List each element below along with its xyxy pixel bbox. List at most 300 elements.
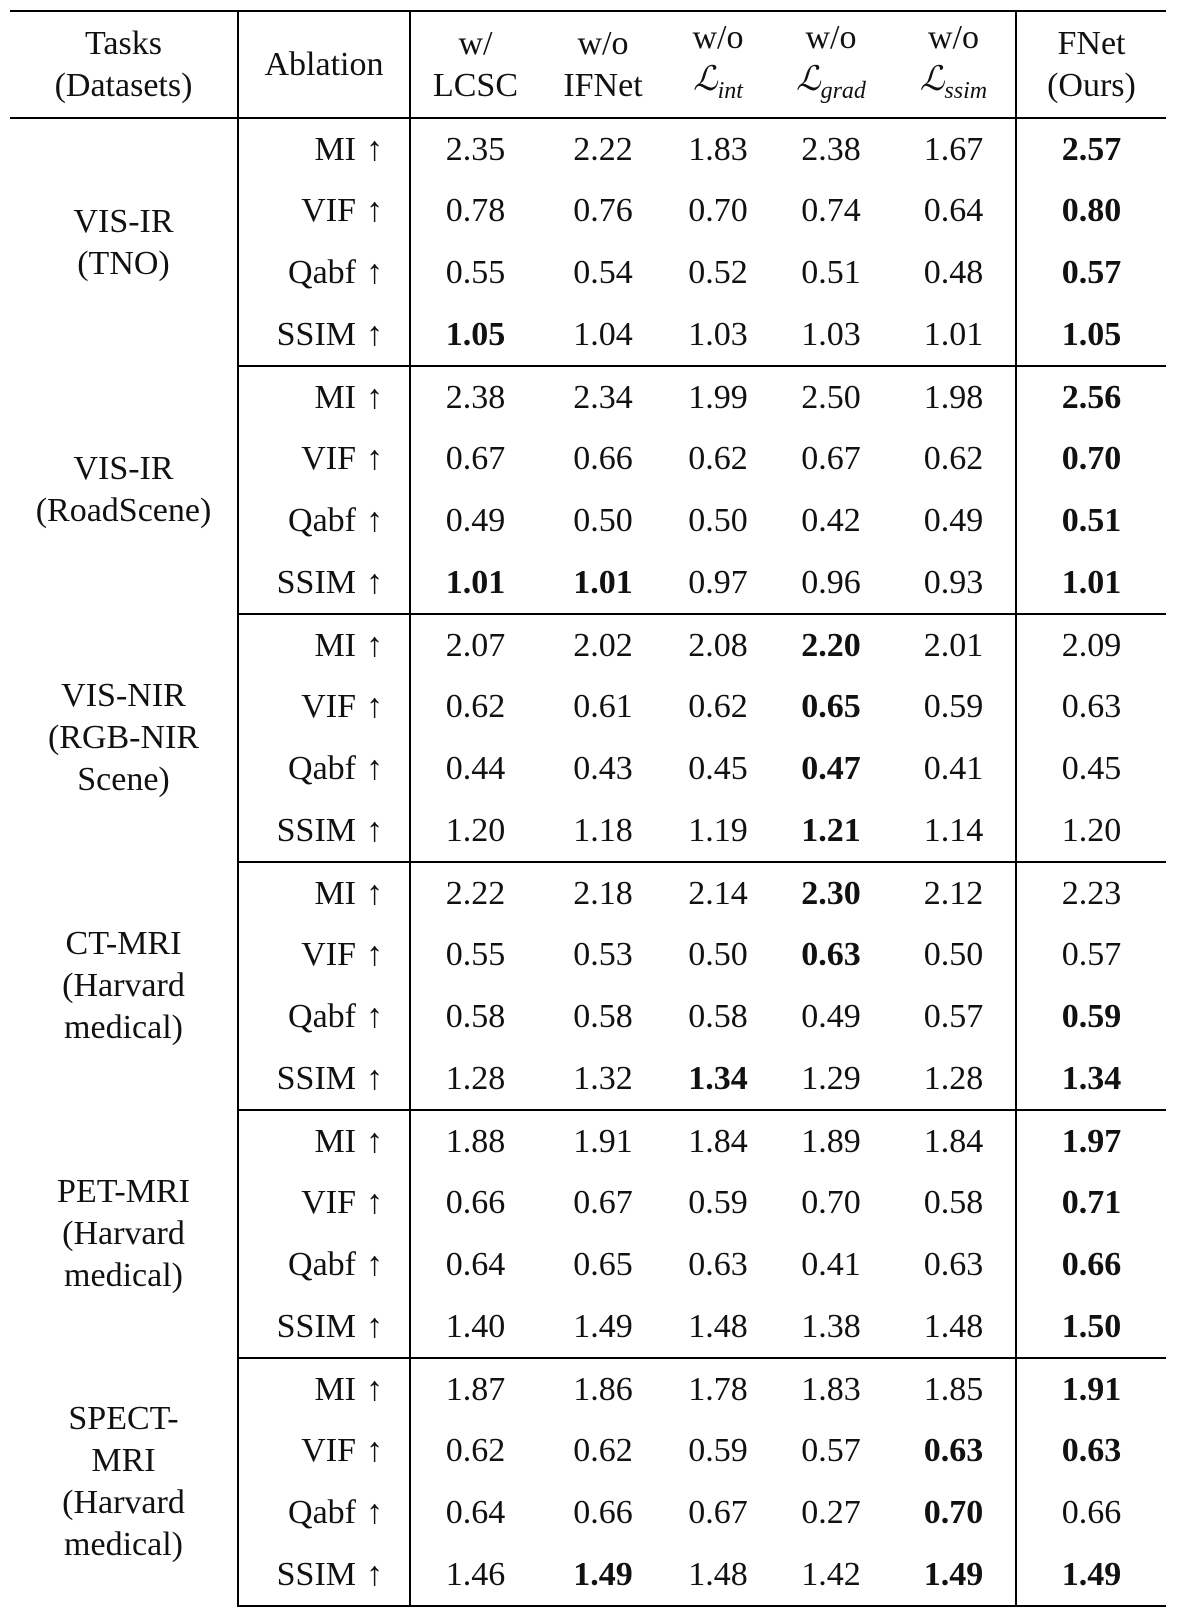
metric-cell [238,242,410,304]
up-arrow-icon: ↑ [366,1370,383,1408]
table-row [10,1110,1166,1172]
value-cell: 1.83 [688,130,748,168]
value-cell: 0.64 [445,1246,506,1283]
value-cell [1016,180,1166,242]
up-arrow-icon: ↑ [366,1122,383,1160]
value-cell: 0.57 [1016,924,1166,986]
metric-cell [238,304,410,366]
value-cell: 0.67 [445,440,506,477]
metric-label: VIF [301,1184,356,1221]
value-cell [1016,1420,1166,1482]
value-cell: 2.50 [801,378,861,416]
value-cell [540,552,666,614]
metric-label: MI [314,874,356,912]
metric-label: VIF [301,936,356,973]
metric-label: MI [314,1370,356,1408]
loss-symbol: ℒ [796,61,821,99]
value-cell [410,552,540,614]
value-cell: 0.50 [923,936,984,973]
value-cell: 0.70 [688,192,748,229]
value-cell: 2.23 [1016,862,1166,924]
best-value: 0.80 [1061,192,1122,229]
value-cell: 0.74 [801,192,861,229]
value-cell [1016,1234,1166,1296]
value-cell: 0.62 [923,440,984,477]
up-arrow-icon: ↑ [366,440,383,477]
value-cell: 1.48 [666,1544,770,1606]
best-value: 1.50 [1061,1307,1122,1345]
metric-label: Qabf [288,750,356,787]
value-cell [1016,986,1166,1048]
metric-cell [238,614,410,676]
value-cell: 1.86 [573,1370,633,1408]
best-value: 0.63 [923,1432,984,1469]
task-label-line: SPECT- [68,1400,179,1437]
value-cell: 1.91 [573,1122,633,1160]
best-value: 1.49 [1061,1555,1122,1593]
value-cell: 1.14 [892,800,1016,862]
value-cell: 0.59 [923,688,984,725]
up-arrow-icon: ↑ [366,192,383,229]
up-arrow-icon: ↑ [366,1307,383,1345]
value-cell [1016,118,1166,180]
value-cell: 2.09 [1016,614,1166,676]
task-label-line: Scene) [77,761,170,798]
value-cell: 0.62 [688,440,748,477]
value-cell: 0.48 [923,254,984,291]
up-arrow-icon: ↑ [366,1184,383,1221]
value-cell: 1.67 [923,130,984,168]
value-cell: 0.93 [892,552,1016,614]
value-cell [770,738,892,800]
value-cell: 1.29 [770,1048,892,1110]
best-value: 2.56 [1061,378,1122,416]
metric-label: SSIM [276,1059,356,1097]
task-label-line: (Harvard [62,1215,185,1252]
value-cell: 0.27 [801,1494,861,1531]
value-cell: 2.01 [923,626,984,664]
value-cell: 1.03 [666,304,770,366]
value-cell: 1.84 [688,1122,748,1160]
value-cell: 1.88 [445,1122,506,1160]
value-cell: 0.62 [445,688,506,725]
metric-cell [238,1420,410,1482]
metric-label: Qabf [288,1494,356,1531]
value-cell: 1.32 [540,1048,666,1110]
metric-cell [238,490,410,552]
metric-label: SSIM [276,1307,356,1345]
value-cell: 0.62 [445,1432,506,1469]
best-value: 0.63 [1061,1432,1122,1469]
value-cell: 1.83 [801,1370,861,1408]
up-arrow-icon: ↑ [366,563,383,601]
loss-subscript: grad [820,77,866,104]
up-arrow-icon: ↑ [366,1432,383,1469]
value-cell: 1.78 [688,1370,748,1408]
task-dataset-cell [10,118,238,366]
loss-symbol: ℒ [919,61,945,99]
best-value: 0.59 [1061,998,1122,1035]
metric-cell [238,1482,410,1544]
best-value: 1.49 [573,1555,633,1593]
metric-label: Qabf [288,502,356,539]
value-cell: 0.49 [801,998,861,1035]
value-cell [770,862,892,924]
best-value: 0.66 [1061,1246,1122,1283]
header-col-lgrad [770,11,892,118]
task-dataset-cell [10,1358,238,1606]
best-value: 1.05 [445,315,506,353]
task-dataset-cell [10,862,238,1110]
value-cell [1016,490,1166,552]
task-label-line: (TNO) [77,244,170,282]
loss-symbol: ℒ [693,61,718,99]
metric-cell [238,1110,410,1172]
metric-cell [238,1358,410,1420]
value-cell: 0.45 [688,750,748,787]
best-value: 1.21 [801,811,861,849]
value-cell: 1.03 [770,304,892,366]
best-value: 1.34 [688,1059,748,1097]
value-cell [1016,1048,1166,1110]
task-label-line: PET-MRI [57,1173,190,1210]
value-cell: 1.99 [688,378,748,416]
value-cell: 0.41 [923,750,984,787]
value-cell: 1.85 [923,1370,984,1408]
value-cell: 0.70 [801,1184,861,1221]
metric-label: SSIM [276,315,356,353]
value-cell: 1.87 [445,1370,506,1408]
metric-cell [238,1544,410,1606]
value-cell: 2.34 [573,378,633,416]
value-cell: 0.62 [688,688,748,725]
table-row [10,366,1166,428]
value-cell: 0.43 [573,750,633,787]
value-cell: 0.62 [573,1432,633,1469]
value-cell [666,1048,770,1110]
task-label-line: medical) [64,1526,183,1563]
value-cell: 1.98 [923,378,984,416]
metric-cell [238,552,410,614]
value-cell: 1.19 [666,800,770,862]
value-cell: 1.42 [770,1544,892,1606]
metric-label: VIF [301,1432,356,1469]
metric-label: VIF [301,192,356,229]
value-cell [770,614,892,676]
metric-cell [238,676,410,738]
up-arrow-icon: ↑ [366,936,383,973]
header-col-bottom: IFNet [563,66,643,104]
value-cell: 0.51 [801,254,861,291]
value-cell: 0.63 [1016,676,1166,738]
metric-label: SSIM [276,811,356,849]
metric-cell [238,366,410,428]
best-value: 1.01 [445,563,506,601]
value-cell: 2.38 [445,378,506,416]
task-label-line: (RGB-NIR [47,719,200,756]
best-value: 0.71 [1061,1184,1122,1221]
value-cell: 2.22 [573,130,633,168]
value-cell: 0.57 [801,1432,861,1469]
value-cell: 1.48 [666,1296,770,1358]
up-arrow-icon: ↑ [366,1246,383,1283]
best-value: 0.70 [1061,440,1122,477]
value-cell: 0.78 [445,192,506,229]
up-arrow-icon: ↑ [366,750,383,787]
value-cell: 1.48 [892,1296,1016,1358]
value-cell: 0.59 [688,1432,748,1469]
metric-label: MI [314,130,356,168]
up-arrow-icon: ↑ [366,688,383,725]
value-cell [1016,1296,1166,1358]
value-cell [410,304,540,366]
value-cell [1016,1172,1166,1234]
value-cell [770,676,892,738]
value-cell: 0.63 [923,1246,984,1283]
table-row [10,862,1166,924]
header-col-bottom: LCSC [432,66,519,104]
value-cell: 0.42 [801,502,861,539]
value-cell: 0.61 [573,688,633,725]
header-col-ifnet [540,11,666,118]
header-col-lssim [892,11,1016,118]
value-cell: 0.52 [688,254,748,291]
table-row [10,118,1166,180]
value-cell: 0.49 [923,502,984,539]
best-value: 2.20 [801,626,861,664]
loss-subscript: int [717,77,743,104]
value-cell: 2.38 [801,130,861,168]
value-cell: 2.14 [688,874,748,912]
value-cell [1016,552,1166,614]
value-cell: 0.58 [923,1184,984,1221]
value-cell: 1.84 [923,1122,984,1160]
table-header [10,11,1166,118]
value-cell: 0.97 [666,552,770,614]
best-value: 2.30 [801,874,861,912]
value-cell: 0.67 [801,440,861,477]
best-value: 2.57 [1061,130,1122,168]
header-tasks-line1: Tasks [85,24,162,62]
value-cell [892,1420,1016,1482]
metric-cell [238,180,410,242]
value-cell: 1.28 [892,1048,1016,1110]
task-label-line: VIS-IR [73,202,174,240]
table-row [10,614,1166,676]
value-cell [892,1482,1016,1544]
header-col-lint [666,11,770,118]
best-value: 0.51 [1061,502,1122,539]
value-cell: 0.55 [445,254,506,291]
up-arrow-icon: ↑ [366,130,383,168]
value-cell: 0.50 [688,502,748,539]
task-dataset-cell [10,366,238,614]
value-cell: 2.22 [445,874,506,912]
metric-cell [238,1296,410,1358]
value-cell [770,924,892,986]
task-label-line: VIS-IR [73,450,174,487]
value-cell: 1.28 [410,1048,540,1110]
value-cell: 0.76 [573,192,633,229]
up-arrow-icon: ↑ [366,1555,383,1593]
value-cell: 0.64 [445,1494,506,1531]
task-label-line: medical) [64,1257,183,1294]
value-cell: 0.45 [1016,738,1166,800]
value-cell [892,1544,1016,1606]
task-dataset-cell [10,614,238,862]
metric-label: MI [314,378,356,416]
best-value: 1.01 [1061,563,1122,601]
header-col-top: w/o [692,19,744,57]
value-cell: 1.18 [540,800,666,862]
best-value: 0.57 [1061,254,1122,291]
value-cell: 1.46 [410,1544,540,1606]
task-label-line: (RoadScene) [35,492,212,529]
metric-label: Qabf [288,254,356,291]
value-cell: 0.67 [688,1494,748,1531]
up-arrow-icon: ↑ [366,1059,383,1097]
metric-cell [238,986,410,1048]
metric-cell [238,1172,410,1234]
metric-cell [238,1048,410,1110]
value-cell: 1.20 [410,800,540,862]
best-value: 1.34 [1061,1059,1122,1097]
value-cell: 0.53 [573,936,633,973]
value-cell [1016,428,1166,490]
metric-label: MI [314,626,356,664]
header-col-top: FNet [1057,24,1126,62]
header-ablation: Ablation [238,11,410,118]
value-cell: 0.64 [923,192,984,229]
metric-cell [238,428,410,490]
ablation-table [10,10,1166,1607]
value-cell: 0.96 [770,552,892,614]
metric-label: Qabf [288,1246,356,1283]
up-arrow-icon: ↑ [366,315,383,353]
value-cell: 0.55 [445,936,506,973]
value-cell: 1.40 [410,1296,540,1358]
value-cell: 0.50 [573,502,633,539]
value-cell: 2.07 [445,626,506,664]
header-col-top: w/ [458,24,493,62]
value-cell: 1.01 [892,304,1016,366]
task-dataset-cell [10,1110,238,1358]
header-tasks-line2: (Datasets) [54,66,193,104]
up-arrow-icon: ↑ [366,502,383,539]
up-arrow-icon: ↑ [366,874,383,912]
task-label-line: VIS-NIR [61,677,186,714]
value-cell [1016,242,1166,304]
metric-cell [238,118,410,180]
table-body [10,118,1166,1606]
value-cell: 2.18 [573,874,633,912]
loss-subscript: ssim [944,77,988,104]
value-cell [540,1544,666,1606]
up-arrow-icon: ↑ [366,626,383,664]
best-value: 1.97 [1061,1122,1122,1160]
value-cell: 0.66 [445,1184,506,1221]
value-cell: 0.41 [801,1246,861,1283]
value-cell: 0.63 [688,1246,748,1283]
header-col-lcsc [410,11,540,118]
best-value: 0.65 [801,688,861,725]
task-label-line: CT-MRI [65,925,182,962]
value-cell [1016,366,1166,428]
value-cell: 0.66 [573,1494,633,1531]
best-value: 0.47 [801,750,861,787]
value-cell: 1.89 [801,1122,861,1160]
value-cell: 0.50 [688,936,748,973]
header-col-fnet [1016,11,1166,118]
up-arrow-icon: ↑ [366,811,383,849]
best-value: 1.01 [573,563,633,601]
metric-label: Qabf [288,998,356,1035]
value-cell [1016,1544,1166,1606]
value-cell: 0.57 [923,998,984,1035]
metric-cell [238,738,410,800]
best-value: 1.05 [1061,315,1122,353]
metric-label: VIF [301,440,356,477]
value-cell [770,800,892,862]
metric-label: MI [314,1122,356,1160]
best-value: 0.70 [923,1494,984,1531]
task-label-line: medical) [64,1009,183,1046]
value-cell: 0.58 [688,998,748,1035]
task-label-line: (Harvard [62,1484,185,1521]
value-cell: 0.66 [573,440,633,477]
header-col-top: w/o [577,24,629,62]
value-cell: 0.65 [573,1246,633,1283]
value-cell: 0.59 [688,1184,748,1221]
task-label-line: MRI [91,1442,156,1479]
value-cell: 0.44 [445,750,506,787]
value-cell [1016,304,1166,366]
value-cell: 0.67 [573,1184,633,1221]
up-arrow-icon: ↑ [366,254,383,291]
header-tasks [10,11,238,118]
metric-cell [238,1234,410,1296]
value-cell: 1.38 [770,1296,892,1358]
best-value: 1.91 [1061,1370,1122,1408]
value-cell: 1.49 [540,1296,666,1358]
metric-label: VIF [301,688,356,725]
value-cell: 0.49 [445,502,506,539]
value-cell [1016,1110,1166,1172]
metric-cell [238,924,410,986]
up-arrow-icon: ↑ [366,1494,383,1531]
value-cell [1016,1358,1166,1420]
header-col-bottom: (Ours) [1047,66,1136,104]
value-cell: 2.12 [923,874,984,912]
metric-cell [238,862,410,924]
up-arrow-icon: ↑ [366,998,383,1035]
value-cell: 1.20 [1016,800,1166,862]
best-value: 0.63 [801,936,861,973]
value-cell: 0.58 [573,998,633,1035]
task-label-line: (Harvard [62,967,185,1004]
metric-label: SSIM [276,563,356,601]
value-cell: 2.02 [573,626,633,664]
metric-label: SSIM [276,1555,356,1593]
value-cell: 2.08 [688,626,748,664]
best-value: 1.49 [923,1555,984,1593]
value-cell: 0.66 [1016,1482,1166,1544]
metric-cell [238,800,410,862]
value-cell: 2.35 [445,130,506,168]
header-col-top: w/o [805,19,857,57]
up-arrow-icon: ↑ [366,378,383,416]
value-cell: 1.04 [540,304,666,366]
